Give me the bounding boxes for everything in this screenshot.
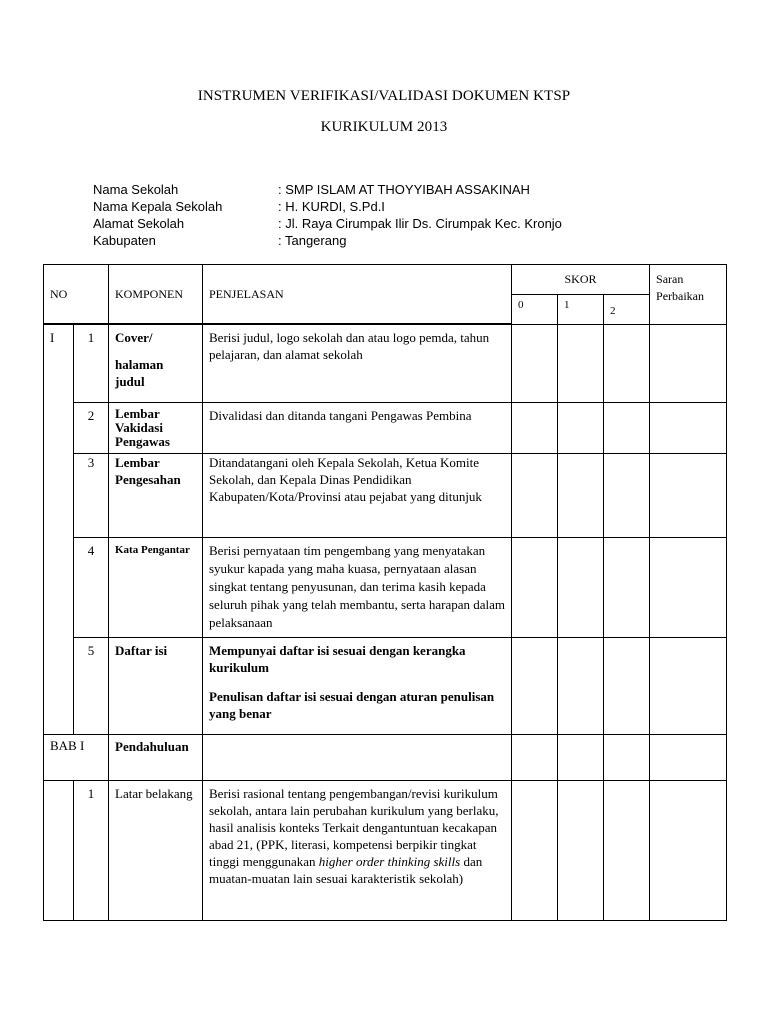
info-label: Kabupaten xyxy=(93,233,156,248)
table-row-section xyxy=(44,735,727,781)
saran-cell[interactable] xyxy=(650,781,727,921)
header-skor-0: 0 xyxy=(512,295,558,325)
penjelasan-cell: Berisi judul, logo sekolah dan atau logo pemda, tahun pelajaran, dan alamat sekolah xyxy=(203,325,512,403)
row-number: 1 xyxy=(74,781,109,921)
section-cell xyxy=(44,781,74,921)
header-saran-line1: Saran xyxy=(656,272,684,286)
header-skor-1: 1 xyxy=(558,295,604,325)
saran-cell[interactable] xyxy=(650,735,727,781)
row-number: 4 xyxy=(74,538,109,638)
skor-0-cell[interactable] xyxy=(512,735,558,781)
penjelasan-cell xyxy=(203,781,512,921)
komponen-cell: Lembar Vakidasi Pengawas xyxy=(109,403,203,454)
saran-cell[interactable] xyxy=(650,454,727,538)
row-number: 2 xyxy=(74,403,109,454)
skor-1-cell[interactable] xyxy=(558,538,604,638)
skor-1-cell[interactable] xyxy=(558,325,604,403)
school-info xyxy=(93,181,562,249)
info-row-principal xyxy=(93,198,562,215)
saran-cell[interactable] xyxy=(650,638,727,735)
table-row xyxy=(44,454,727,538)
penjelasan-cell xyxy=(203,638,512,735)
saran-cell[interactable] xyxy=(650,403,727,454)
penjelasan-cell xyxy=(203,735,512,781)
table-row xyxy=(44,325,727,403)
penjelasan-cell: Divalidasi dan ditanda tangani Pengawas Pembina xyxy=(203,403,512,454)
skor-2-cell[interactable] xyxy=(604,325,650,403)
info-label: Alamat Sekolah xyxy=(93,216,185,231)
info-label: Nama Sekolah xyxy=(93,182,179,197)
header-saran-perbaikan xyxy=(650,265,727,325)
skor-0-cell[interactable] xyxy=(512,403,558,454)
penjelasan-cell: Ditandatangani oleh Kepala Sekolah, Ketua Komite Sekolah, dan Kepala Dinas Pendidikan Kabupaten/Kota/Provinsi atau pejabat yang ditunjuk xyxy=(203,454,512,538)
skor-0-cell[interactable] xyxy=(512,538,558,638)
header-skor-2: 2 xyxy=(604,295,650,325)
document-subtitle: KURIKULUM 2013 xyxy=(320,119,448,135)
skor-0-cell[interactable] xyxy=(512,638,558,735)
skor-0-cell[interactable] xyxy=(512,781,558,921)
saran-cell[interactable] xyxy=(650,538,727,638)
header-penjelasan: PENJELASAN xyxy=(203,265,512,324)
header-saran-line2: Perbaikan xyxy=(656,289,704,303)
table-row xyxy=(44,781,727,921)
skor-2-cell[interactable] xyxy=(604,638,650,735)
skor-0-cell[interactable] xyxy=(512,454,558,538)
table-row xyxy=(44,403,727,454)
komponen-line1: Cover/ xyxy=(115,330,153,345)
table-row xyxy=(44,638,727,735)
skor-2-cell[interactable] xyxy=(604,781,650,921)
row-number: 5 xyxy=(74,638,109,735)
komponen-line2: halaman judul xyxy=(115,357,164,389)
penjelasan-cell: Berisi pernyataan tim pengembang yang menyatakan syukur kapada yang maha kuasa, pernyataan alasan singkat tentang penyusunan, dan terima kasih kepada seluruh pihak yang telah membantu, serta harapan dalam pelaksanaan xyxy=(203,538,512,638)
skor-2-cell[interactable] xyxy=(604,454,650,538)
skor-1-cell[interactable] xyxy=(558,403,604,454)
header-skor: SKOR xyxy=(512,265,650,295)
row-number: 3 xyxy=(74,454,109,538)
skor-1-cell[interactable] xyxy=(558,781,604,921)
skor-1-cell[interactable] xyxy=(558,735,604,781)
verification-table xyxy=(43,264,727,921)
penjelasan-paragraph: Penulisan daftar isi sesuai dengan aturan penulisan yang benar xyxy=(209,689,495,721)
komponen-cell: Daftar isi xyxy=(109,638,203,735)
info-label: Nama Kepala Sekolah xyxy=(93,199,223,214)
komponen-cell: Lembar Pengesahan xyxy=(109,454,203,538)
skor-2-cell[interactable] xyxy=(604,735,650,781)
header-no: NO xyxy=(44,265,109,324)
info-value: : H. KURDI, S.Pd.I xyxy=(278,199,385,214)
penjelasan-italic-text: higher order thinking skills xyxy=(318,854,461,869)
skor-2-cell[interactable] xyxy=(604,403,650,454)
info-value: : Jl. Raya Cirumpak Ilir Ds. Cirumpak Kec. Kronjo xyxy=(278,216,562,231)
table-header-row xyxy=(44,265,727,295)
info-value: : Tangerang xyxy=(278,233,347,248)
section-cell: I xyxy=(44,325,74,735)
section-cell: BAB I xyxy=(44,735,109,781)
document-title: INSTRUMEN VERIFIKASI/VALIDASI DOKUMEN KTSP xyxy=(197,88,571,104)
info-row-school-name xyxy=(93,181,562,198)
saran-cell[interactable] xyxy=(650,325,727,403)
skor-2-cell[interactable] xyxy=(604,538,650,638)
komponen-cell: Latar belakang xyxy=(109,781,203,921)
header-komponen: KOMPONEN xyxy=(109,265,203,324)
row-number: 1 xyxy=(74,325,109,403)
info-row-regency xyxy=(93,232,562,249)
table-row xyxy=(44,538,727,638)
info-value: : SMP ISLAM AT THOYYIBAH ASSAKINAH xyxy=(278,182,530,197)
info-row-address xyxy=(93,215,562,232)
penjelasan-text: Berisi rasional tentang pengembangan/revisi kurikulum sekolah, antara lain perubahan kurikulum yang berlaku, hasil analisis konteks Terkait dengantuntuan kecakapan abad 21, (PPK, literasi, kompetensi berpikir tingkat tinggi menggunakan xyxy=(209,786,499,869)
komponen-cell xyxy=(109,325,203,403)
skor-1-cell[interactable] xyxy=(558,638,604,735)
skor-1-cell[interactable] xyxy=(558,454,604,538)
penjelasan-paragraph: Mempunyai daftar isi sesuai dengan kerangka kurikulum xyxy=(209,643,466,675)
komponen-cell: Pendahuluan xyxy=(109,735,203,781)
skor-0-cell[interactable] xyxy=(512,325,558,403)
penjelasan-text: dan muatan-muatan lain sesuai karakteristik sekolah) xyxy=(209,854,483,886)
komponen-cell: Kata Pengantar xyxy=(109,538,203,638)
